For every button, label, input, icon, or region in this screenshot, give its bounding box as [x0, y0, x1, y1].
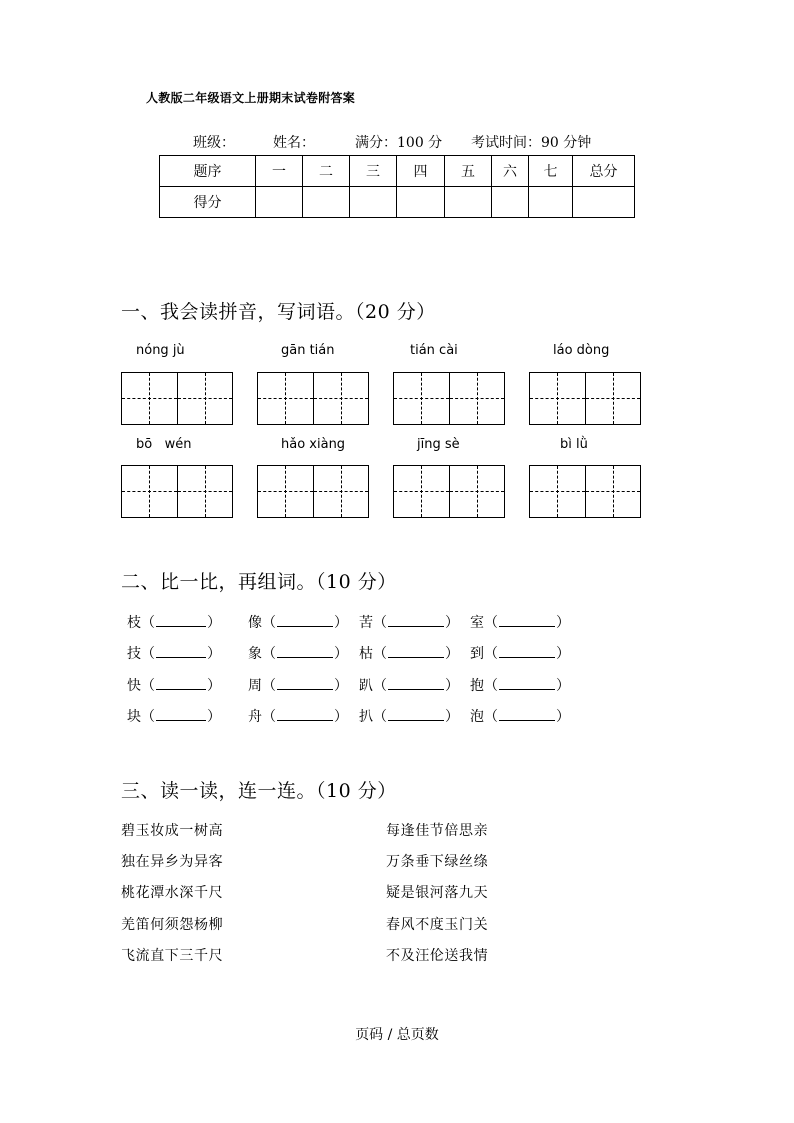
writing-cell[interactable]	[585, 373, 640, 424]
writing-cell[interactable]	[122, 466, 177, 517]
class-label: 班级：	[193, 135, 235, 151]
pinyin-label: tián cài	[410, 343, 458, 358]
exam-time-label: 考试时间：90 分钟	[471, 135, 592, 151]
pinyin-label: bì lǜ	[560, 437, 588, 452]
writing-cell[interactable]	[394, 466, 449, 517]
answer-blank[interactable]	[388, 708, 444, 721]
pinyin-label: hǎo xiàng	[281, 437, 346, 452]
compare-item	[359, 612, 459, 632]
compare-item	[248, 675, 348, 695]
writing-grid[interactable]	[121, 465, 233, 518]
compare-item	[470, 612, 570, 632]
close-paren: ）	[445, 678, 459, 694]
poem-line-left[interactable]: 独在异乡为异客	[121, 854, 224, 870]
open-paren: （	[373, 646, 387, 662]
writing-cell[interactable]	[313, 373, 368, 424]
score-header-cell: 四	[397, 156, 445, 187]
poem-line-right[interactable]: 春风不度玉门关	[386, 917, 489, 933]
close-paren: ）	[207, 678, 221, 694]
open-paren: （	[484, 678, 498, 694]
pinyin-label: nóng jù	[136, 343, 185, 358]
compare-item	[470, 643, 570, 663]
answer-blank[interactable]	[156, 614, 206, 627]
writing-grid[interactable]	[529, 465, 641, 518]
answer-blank[interactable]	[388, 677, 444, 690]
open-paren: （	[262, 615, 276, 631]
poem-line-right[interactable]: 不及汪伦送我情	[386, 948, 489, 964]
poem-line-left[interactable]: 碧玉妆成一树高	[121, 823, 224, 839]
writing-grid[interactable]	[257, 465, 369, 518]
compare-character: 舟	[248, 709, 262, 725]
writing-cell[interactable]	[258, 466, 313, 517]
compare-item	[127, 675, 221, 695]
open-paren: （	[141, 678, 155, 694]
answer-blank[interactable]	[277, 645, 333, 658]
compare-item	[127, 706, 221, 726]
compare-item	[248, 706, 348, 726]
pinyin-label: gān tián	[281, 343, 335, 358]
poem-line-right[interactable]: 万条垂下绿丝绦	[386, 854, 489, 870]
score-cell[interactable]	[529, 187, 573, 218]
answer-blank[interactable]	[277, 677, 333, 690]
compare-item	[470, 706, 570, 726]
close-paren: ）	[207, 646, 221, 662]
close-paren: ）	[334, 615, 348, 631]
close-paren: ）	[445, 615, 459, 631]
score-table-header-row	[160, 156, 635, 187]
poem-line-left[interactable]: 桃花潭水深千尺	[121, 885, 224, 901]
close-paren: ）	[556, 678, 570, 694]
open-paren: （	[141, 615, 155, 631]
answer-blank[interactable]	[499, 677, 555, 690]
compare-character: 像	[248, 615, 262, 631]
score-cell[interactable]	[397, 187, 445, 218]
answer-blank[interactable]	[388, 645, 444, 658]
compare-character: 快	[127, 678, 141, 694]
section-2-title: 二、比一比，再组词。（10 分）	[121, 571, 397, 593]
writing-cell[interactable]	[313, 466, 368, 517]
compare-character: 枝	[127, 615, 141, 631]
writing-cell[interactable]	[449, 373, 504, 424]
page-footer: 页码 / 总页数	[355, 1027, 439, 1043]
compare-character: 技	[127, 646, 141, 662]
compare-item	[248, 612, 348, 632]
answer-blank[interactable]	[277, 614, 333, 627]
score-cell[interactable]	[445, 187, 492, 218]
writing-cell[interactable]	[122, 373, 177, 424]
compare-item	[127, 643, 221, 663]
writing-grid[interactable]	[393, 465, 505, 518]
writing-grid[interactable]	[121, 372, 233, 425]
score-cell[interactable]	[573, 187, 635, 218]
answer-blank[interactable]	[156, 677, 206, 690]
compare-item	[359, 643, 459, 663]
score-cell[interactable]	[492, 187, 529, 218]
pinyin-label: bō wén	[136, 437, 192, 452]
compare-character: 象	[248, 646, 262, 662]
answer-blank[interactable]	[277, 708, 333, 721]
name-label: 姓名：	[273, 135, 315, 151]
score-table-score-row	[160, 187, 635, 218]
open-paren: （	[484, 709, 498, 725]
pinyin-label: láo dòng	[553, 343, 610, 358]
open-paren: （	[484, 646, 498, 662]
writing-cell[interactable]	[258, 373, 313, 424]
poem-line-left[interactable]: 羌笛何须怨杨柳	[121, 917, 224, 933]
compare-character: 扒	[359, 709, 373, 725]
full-score-label: 满分：100 分	[355, 135, 443, 151]
compare-character: 室	[470, 615, 484, 631]
close-paren: ）	[334, 709, 348, 725]
writing-grid[interactable]	[529, 372, 641, 425]
writing-grid[interactable]	[393, 372, 505, 425]
close-paren: ）	[445, 646, 459, 662]
compare-character: 趴	[359, 678, 373, 694]
close-paren: ）	[207, 615, 221, 631]
score-header-cell: 总分	[573, 156, 635, 187]
open-paren: （	[262, 678, 276, 694]
score-header-cell: 一	[256, 156, 303, 187]
compare-item	[359, 706, 459, 726]
open-paren: （	[141, 709, 155, 725]
score-header-cell: 三	[350, 156, 397, 187]
writing-cell[interactable]	[394, 373, 449, 424]
score-header-cell: 五	[445, 156, 492, 187]
compare-item	[248, 643, 348, 663]
close-paren: ）	[445, 709, 459, 725]
answer-blank[interactable]	[499, 708, 555, 721]
open-paren: （	[262, 709, 276, 725]
pinyin-label: jīng sè	[417, 437, 460, 452]
open-paren: （	[262, 646, 276, 662]
answer-blank[interactable]	[156, 708, 206, 721]
score-row-label: 得分	[160, 187, 256, 218]
score-header-cell: 七	[529, 156, 573, 187]
answer-blank[interactable]	[499, 614, 555, 627]
compare-item	[127, 612, 221, 632]
score-header-cell: 二	[303, 156, 350, 187]
writing-cell[interactable]	[530, 466, 585, 517]
open-paren: （	[484, 615, 498, 631]
close-paren: ）	[556, 709, 570, 725]
open-paren: （	[373, 678, 387, 694]
score-header-cell: 六	[492, 156, 529, 187]
poem-line-right[interactable]: 每逢佳节倍思亲	[386, 823, 489, 839]
answer-blank[interactable]	[499, 645, 555, 658]
section-3-title: 三、读一读，连一连。（10 分）	[121, 780, 397, 802]
close-paren: ）	[334, 678, 348, 694]
writing-cell[interactable]	[585, 466, 640, 517]
compare-character: 苦	[359, 615, 373, 631]
poem-line-left[interactable]: 飞流直下三千尺	[121, 948, 224, 964]
close-paren: ）	[556, 646, 570, 662]
writing-cell[interactable]	[177, 466, 232, 517]
document-title: 人教版二年级语文上册期末试卷附答案	[146, 91, 356, 105]
compare-character: 到	[470, 646, 484, 662]
score-header-cell: 题序	[160, 156, 256, 187]
compare-item	[359, 675, 459, 695]
open-paren: （	[373, 615, 387, 631]
score-table	[159, 155, 635, 218]
writing-cell[interactable]	[177, 373, 232, 424]
open-paren: （	[141, 646, 155, 662]
compare-character: 块	[127, 709, 141, 725]
section-1-title: 一、我会读拼音，写词语。（20 分）	[121, 301, 436, 323]
compare-item	[470, 675, 570, 695]
close-paren: ）	[334, 646, 348, 662]
score-cell[interactable]	[303, 187, 350, 218]
writing-grid[interactable]	[257, 372, 369, 425]
compare-character: 周	[248, 678, 262, 694]
compare-character: 抱	[470, 678, 484, 694]
writing-cell[interactable]	[530, 373, 585, 424]
compare-character: 泡	[470, 709, 484, 725]
writing-cell[interactable]	[449, 466, 504, 517]
poem-line-right[interactable]: 疑是银河落九天	[386, 885, 489, 901]
close-paren: ）	[207, 709, 221, 725]
close-paren: ）	[556, 615, 570, 631]
answer-blank[interactable]	[388, 614, 444, 627]
score-cell[interactable]	[350, 187, 397, 218]
compare-character: 枯	[359, 646, 373, 662]
score-cell[interactable]	[256, 187, 303, 218]
answer-blank[interactable]	[156, 645, 206, 658]
open-paren: （	[373, 709, 387, 725]
